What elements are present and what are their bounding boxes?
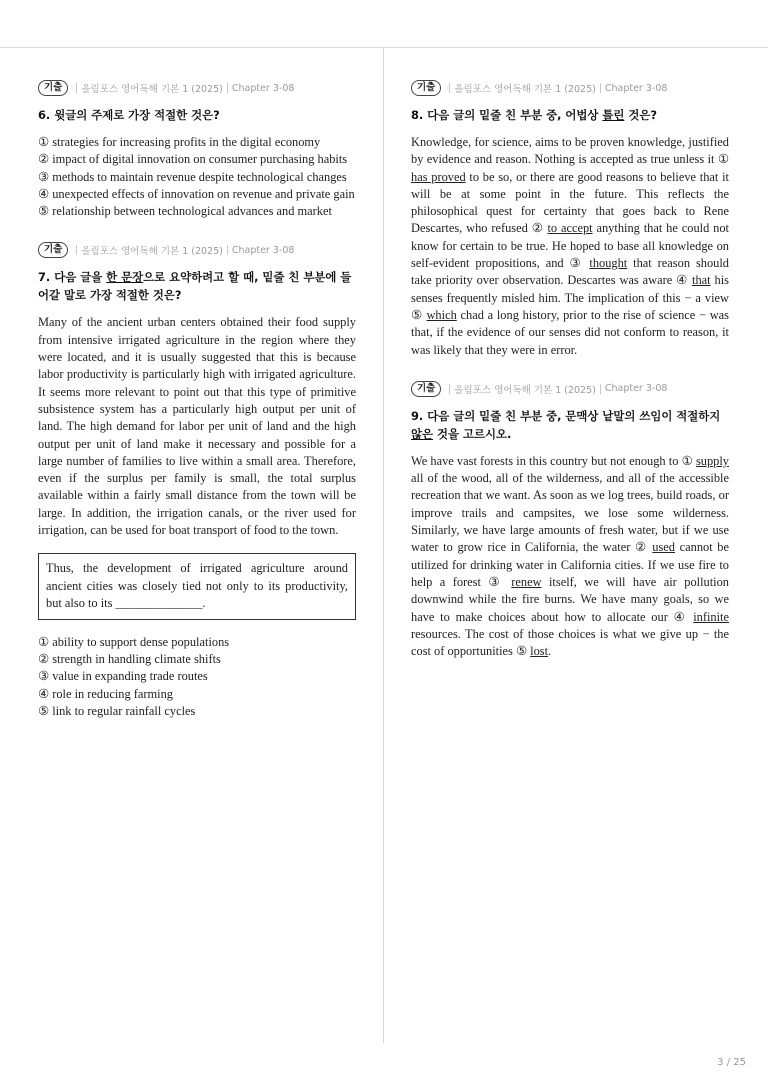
source-text: 올림포스 영어독해 기본 1 (2025) xyxy=(81,84,223,95)
separator xyxy=(600,83,601,93)
title-text: 8. 다음 글의 밑줄 친 부분 중, 어법상 xyxy=(411,108,603,122)
exam-badge: 기출 xyxy=(38,242,68,258)
title-text: 으로 요약하려고 할 때, 밑줄 친 부분에 들어갈 말로 가장 적절한 것은? xyxy=(38,270,352,303)
separator xyxy=(76,245,77,255)
answer-option[interactable]: ① strategies for increasing profits in the digital economy xyxy=(38,135,321,149)
separator xyxy=(449,83,450,93)
underlined-choice-3[interactable]: renew xyxy=(511,574,542,589)
underlined-choice-1[interactable]: supply xyxy=(695,453,729,468)
question-title xyxy=(411,407,729,443)
passage-text: Knowledge, for science, aims to be proven knowledge, justified by evidence and reason. Nothing is accepted as true unless it ① xyxy=(411,135,729,167)
answer-option[interactable]: ② impact of digital innovation on consumer purchasing habits xyxy=(38,152,348,167)
passage-text: cannot be utilized for drinking water in California cities. If we use fire to help a forest ③ xyxy=(411,540,729,589)
separator xyxy=(76,83,77,93)
underlined-choice-2[interactable]: to accept xyxy=(547,221,593,236)
question-8 xyxy=(411,78,729,359)
answer-options xyxy=(38,634,356,720)
underlined-choice-2[interactable]: used xyxy=(652,540,675,555)
question-9 xyxy=(411,379,729,661)
column-divider xyxy=(383,48,384,1043)
passage-text: itself, we will have air pollution downwind while the fire burns. We have many goals, so we have to make choices about how to allocate our ④ xyxy=(411,574,729,624)
chapter-text: Chapter 3-08 xyxy=(231,82,295,94)
answer-option[interactable]: ⑤ relationship between technological advances and market xyxy=(38,204,332,219)
passage-text: . xyxy=(548,644,552,659)
underlined-choice-5[interactable]: which xyxy=(426,307,457,322)
source-text: 올림포스 영어독해 기본 1 (2025) xyxy=(81,246,223,258)
separator xyxy=(600,384,601,394)
passage-text: that reason should take priority over observation. Descartes was aware ④ xyxy=(411,256,729,288)
separator xyxy=(449,384,450,394)
source-tag xyxy=(38,240,356,260)
title-text: 것을 고르시오. xyxy=(433,426,512,441)
question-title xyxy=(38,268,356,304)
exam-badge: 기출 xyxy=(38,80,68,96)
separator xyxy=(227,245,228,255)
passage-text: We have vast forests in this country but not enough to ① xyxy=(411,453,696,468)
title-underlined: 틀린 xyxy=(602,108,625,122)
answer-option[interactable]: ⑤ link to regular rainfall cycles xyxy=(38,704,196,719)
title-underlined: 한 문장 xyxy=(106,270,144,285)
answer-option[interactable]: ① ability to support dense populations xyxy=(38,634,230,649)
reading-passage: Many of the ancient urban centers obtained their food supply from intensive irrigated agriculture in the region where they were located, and it is usually suggested that this is because labor productivity is particularly high with irrigated agriculture. It seems more relevant to point out that this type of primitive subsistence system has a particularly high output per unit of land. The high demand for labor per unit of land and the high output per unit of land make it necessary and possible for a large number of families to live within a small area. Therefore, even if the surplus per family is small, the total surplus available within a fairly small distance from the town will be large. In addition, the irrigation canals, or the river used for irrigation, can be used for boat transport of food to the town. xyxy=(38,315,356,538)
answer-option[interactable]: ② strength in handling climate shifts xyxy=(38,652,221,667)
exam-badge: 기출 xyxy=(411,381,441,397)
passage-text: to be so, or there are good reasons to believe that it will be at some point in the future. This reflects the philosophical quest for certainty that goes back to Rene Descartes, who refused ② xyxy=(411,169,729,236)
answer-option[interactable]: ③ methods to maintain revenue despite technological changes xyxy=(38,169,347,184)
answer-options xyxy=(38,134,356,220)
exam-badge: 기출 xyxy=(411,80,441,96)
question-title: 6. 윗글의 주제로 가장 적절한 것은? xyxy=(38,108,220,122)
title-text: 것은? xyxy=(624,108,657,122)
answer-option[interactable]: ③ value in expanding trade routes xyxy=(38,669,208,684)
source-tag xyxy=(38,78,356,98)
title-text: 9. 다음 글의 밑줄 친 부분 중, 문맥상 낱말의 쓰임이 적절하지 xyxy=(411,408,721,423)
answer-option[interactable]: ④ role in reducing farming xyxy=(38,686,173,701)
passage-text: resources. The cost of those choices is what we give up − the cost of opportunities ⑤ xyxy=(411,626,729,659)
passage-text: all of the wood, all of the wilderness, and all of the accessible recreation that we want. As soon as we log trees, build roads, or improve trails and campsites, we lose some wilderness. Similarly, we have large amounts of fresh water, but if we use water to grow rice in California, the water ② xyxy=(411,471,729,555)
chapter-text: Chapter 3-08 xyxy=(231,244,295,256)
underlined-choice-3[interactable]: thought xyxy=(589,256,628,271)
passage-text: his senses frequently misled him. The implication of this − a view ⑤ xyxy=(411,273,729,322)
chapter-text: Chapter 3-08 xyxy=(604,82,668,94)
right-column xyxy=(411,78,729,680)
source-text: 올림포스 영어독해 기본 1 (2025) xyxy=(454,384,596,396)
passage-text: anything that he could not know for certain to be true. He hoped to base all knowledge on self-evident propositions, and ③ xyxy=(411,221,729,271)
title-underlined: 않은 xyxy=(411,426,434,441)
reading-passage xyxy=(411,453,729,661)
underlined-choice-4[interactable]: infinite xyxy=(693,609,729,624)
question-7 xyxy=(38,240,356,720)
separator xyxy=(227,83,228,93)
question-6 xyxy=(38,78,356,220)
underlined-choice-1[interactable]: has proved xyxy=(411,169,466,184)
title-text: 7. 다음 글을 xyxy=(38,270,107,285)
header-rule xyxy=(0,47,768,48)
reading-passage xyxy=(411,134,729,359)
passage-text: chad a long history, prior to the rise of science − was that, if the evidence of our senses did not conform to reason, it was likely that they were in error. xyxy=(411,307,729,357)
underlined-choice-5[interactable]: lost xyxy=(530,644,549,659)
source-tag xyxy=(411,379,729,399)
chapter-text: Chapter 3-08 xyxy=(604,383,668,395)
source-text: 올림포스 영어독해 기본 1 (2025) xyxy=(454,84,596,95)
summary-box: Thus, the development of irrigated agriculture around ancient cities was closely tied not only to its productivity, but also to its ______________. xyxy=(38,553,356,620)
page-number: 3 / 25 xyxy=(717,1057,746,1068)
answer-option[interactable]: ④ unexpected effects of innovation on revenue and private gain xyxy=(38,186,355,201)
left-column xyxy=(38,78,356,740)
source-tag xyxy=(411,78,729,98)
question-title xyxy=(411,106,729,124)
underlined-choice-4[interactable]: that xyxy=(692,273,711,288)
